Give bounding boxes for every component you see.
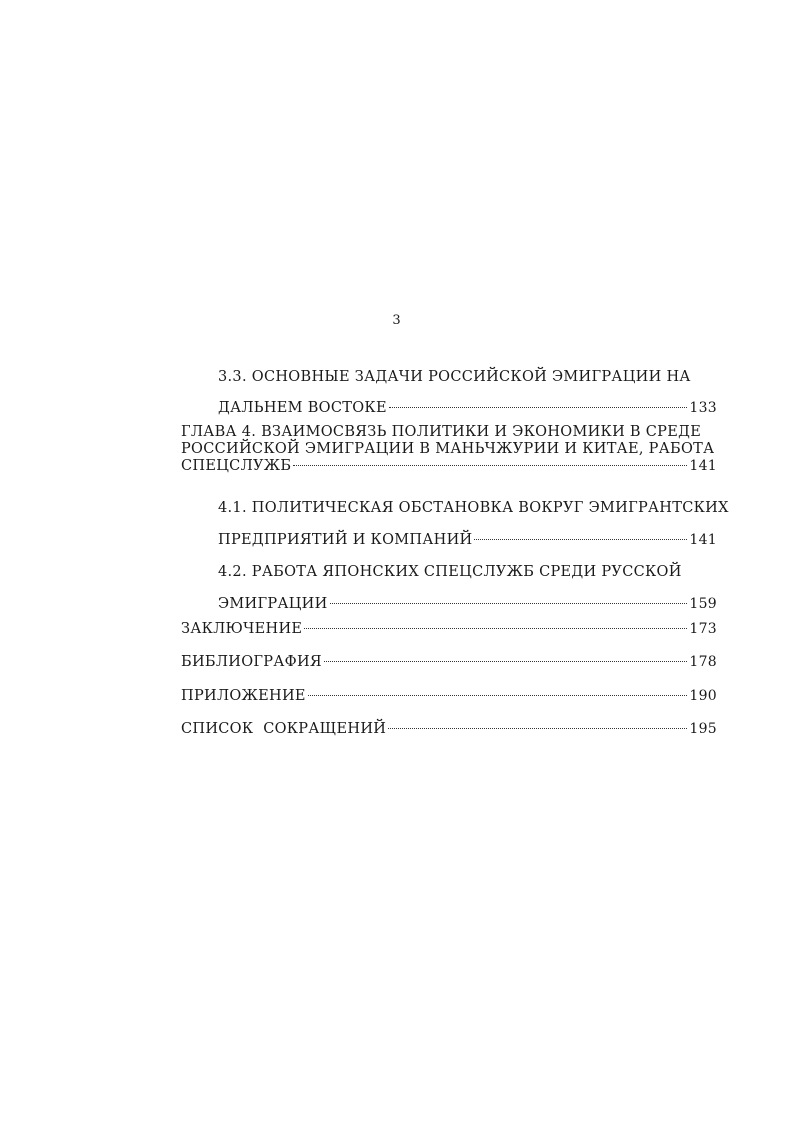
dot-leader	[293, 465, 687, 466]
toc-entry-abbreviations-page: 195	[689, 721, 717, 737]
toc-entry-chapter-4	[181, 424, 717, 475]
toc-entry-4-2-text: ЭМИГРАЦИИ	[218, 596, 328, 612]
toc-entry-4-1-page: 141	[689, 532, 717, 548]
toc-entry-4-1-text: ПРЕДПРИЯТИЙ И КОМПАНИЙ	[218, 532, 473, 548]
toc-entry-chapter-4-line-1: ГЛАВА 4. ВЗАИМОСВЯЗЬ ПОЛИТИКИ И ЭКОНОМИКИ В СРЕДЕ	[181, 424, 702, 440]
toc-entry-3-3-text: ДАЛЬНЕМ ВОСТОКЕ	[218, 400, 387, 416]
toc-entry-abbreviations	[181, 720, 717, 738]
toc-entry-chapter-4-text: СПЕЦСЛУЖБ	[181, 458, 292, 474]
toc-entry-4-1-title: 4.1. ПОЛИТИЧЕСКАЯ ОБСТАНОВКА ВОКРУГ ЭМИГРАНТСКИХ	[218, 500, 729, 516]
toc-entry-abbreviations-text: СПИСОК СОКРАЩЕНИЙ	[181, 721, 387, 737]
toc-entry-conclusion-text: ЗАКЛЮЧЕНИЕ	[181, 621, 303, 637]
dot-leader	[330, 603, 688, 604]
toc-entry-appendix-text: ПРИЛОЖЕНИЕ	[181, 688, 306, 704]
dot-leader	[389, 407, 688, 408]
toc-entry-chapter-4-page: 141	[689, 458, 717, 474]
toc-entry-chapter-4-line-2: РОССИЙСКОЙ ЭМИГРАЦИИ В МАНЬЧЖУРИИ И КИТАЕ, РАБОТА	[181, 441, 715, 457]
toc-entry-conclusion	[181, 620, 717, 638]
dot-leader	[304, 628, 687, 629]
toc-entry-appendix-page: 190	[689, 688, 717, 704]
toc-entry-3-3	[218, 399, 717, 417]
toc-entry-appendix	[181, 687, 717, 705]
toc-entry-3-3-page: 133	[689, 400, 717, 416]
toc-entry-4-1	[218, 531, 717, 549]
toc-entry-bibliography-page: 178	[689, 654, 717, 670]
dot-leader	[388, 728, 687, 729]
toc-entry-4-2	[218, 595, 717, 613]
page-number: 3	[392, 313, 401, 328]
toc-entry-chapter-4-line-3	[181, 458, 717, 475]
toc-entry-conclusion-page: 173	[689, 621, 717, 637]
toc-entry-bibliography-text: БИБЛИОГРАФИЯ	[181, 654, 322, 670]
dot-leader	[474, 539, 687, 540]
toc-entry-4-2-page: 159	[689, 596, 717, 612]
toc-entry-3-3-title: 3.3. ОСНОВНЫЕ ЗАДАЧИ РОССИЙСКОЙ ЭМИГРАЦИИ НА	[218, 369, 691, 385]
dot-leader	[324, 661, 687, 662]
dot-leader	[308, 695, 688, 696]
toc-entry-bibliography	[181, 653, 717, 671]
toc-entry-4-2-title: 4.2. РАБОТА ЯПОНСКИХ СПЕЦСЛУЖБ СРЕДИ РУССКОЙ	[218, 564, 682, 580]
